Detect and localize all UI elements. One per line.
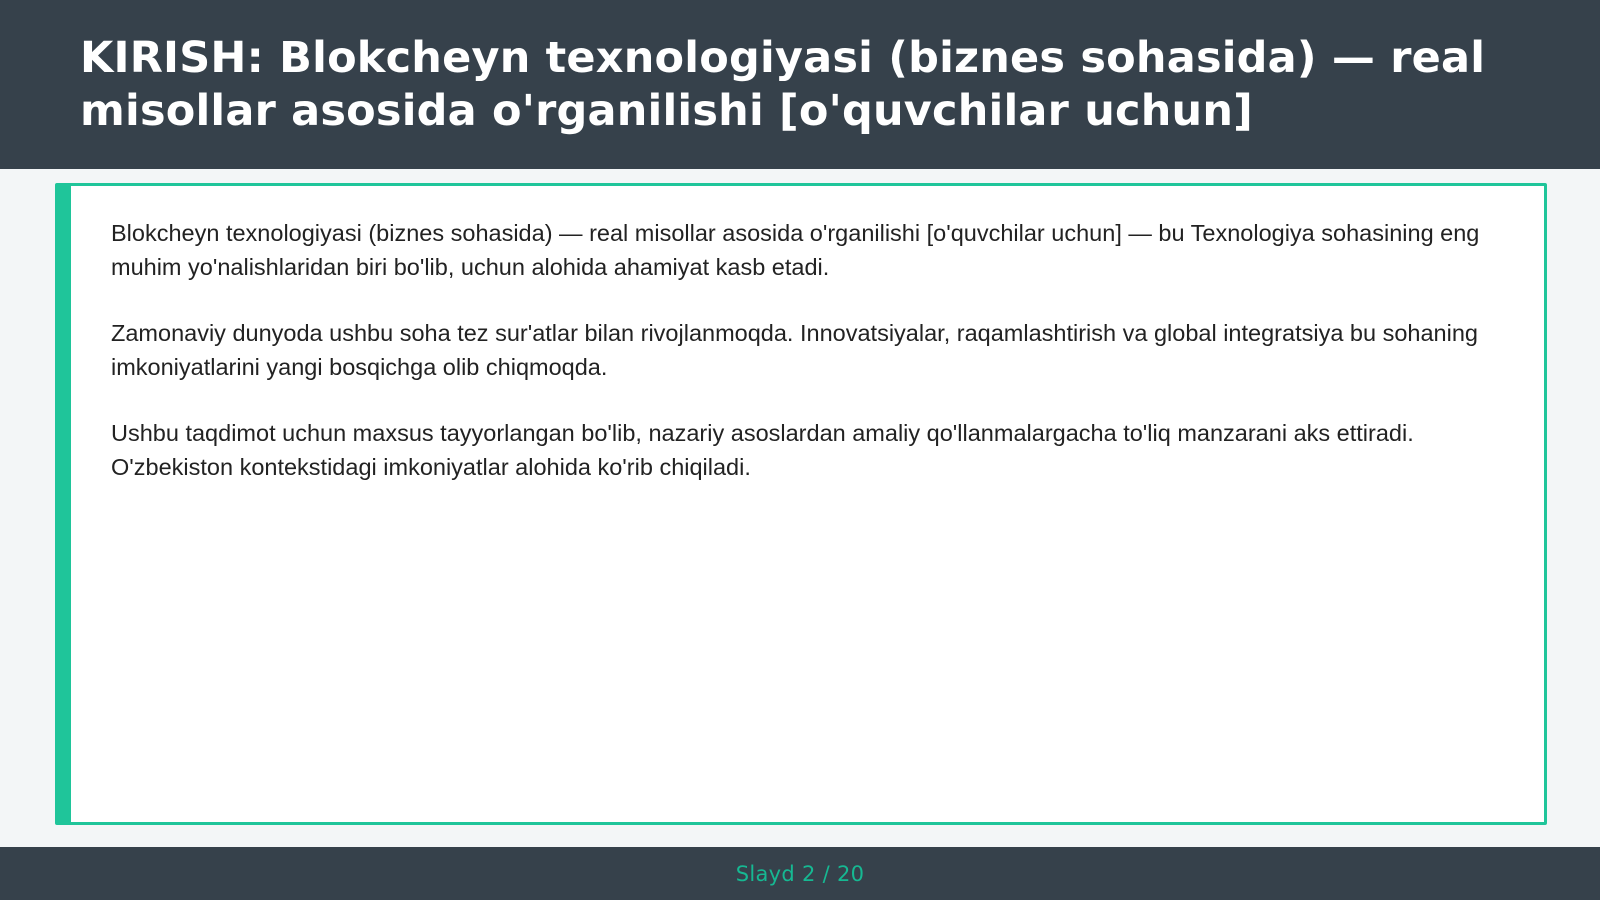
slide-counter: Slayd 2 / 20 [735, 861, 865, 886]
content-paragraph-3: Ushbu taqdimot uchun maxsus tayyorlangan bo'lib, nazariy asoslardan amaliy qo'llanmalargacha to'liq manzarani aks ettiradi. O'zbekiston kontekstidagi imkoniyatlar alohida ko'rib chiqiladi. [111, 420, 1414, 480]
content-card [55, 183, 1547, 825]
slide-footer [0, 847, 1600, 900]
slide-header [0, 0, 1600, 169]
content-paragraph-2: Zamonaviy dunyoda ushbu soha tez sur'atlar bilan rivojlanmoqda. Innovatsiyalar, raqamlashtirish va global integratsiya bu sohaning imkoniyatlarini yangi bosqichga olib chiqmoqda. [111, 320, 1478, 380]
content-paragraph-1: Blokcheyn texnologiyasi (biznes sohasida) — real misollar asosida o'rganilishi [o'quvchilar uchun] — bu Texnologiya sohasining eng muhim yo'nalishlaridan biri bo'lib, uchun alohida ahamiyat kasb etadi. [111, 220, 1480, 280]
slide-title: KIRISH: Blokcheyn texnologiyasi (biznes sohasida) — real misollar asosida o'rganilishi [o'quvchilar uchun] [80, 33, 1486, 136]
